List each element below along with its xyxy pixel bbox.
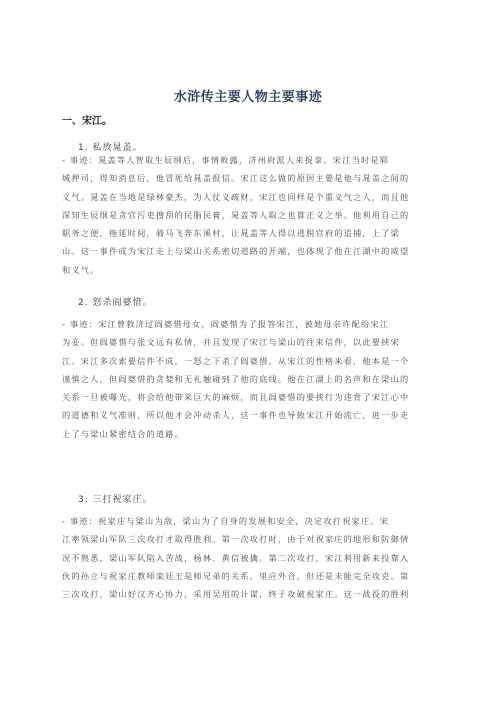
paragraph-line: 义气。晁盖在当地是绿林豪杰，为人仗义疏财，宋江也同样是个重义气之人，而且他 bbox=[62, 191, 410, 202]
paragraph-line: 谨慎之人，但阎婆惜的贪婪和无礼触碰到了他的底线。他在江湖上的名声和在梁山的 bbox=[62, 373, 410, 384]
paragraph-line: 城押司，得知消息后，他冒死给晁盖报信。宋江这么做的原因主要是他与晁盖之间的 bbox=[62, 173, 410, 184]
paragraph-line: 的道德和义气准则，所以他才会冲动杀人，这一事件也导致宋江开始流亡，进一步走 bbox=[62, 410, 410, 421]
paragraph-line: - 事迹：晁盖等人智取生辰纲后，事情败露，济州府派人来捉拿。宋江当时是郓 bbox=[62, 155, 390, 165]
item-paragraph-2 bbox=[62, 315, 438, 443]
document-title: 水浒传主要人物主要事迹 bbox=[173, 90, 323, 105]
paragraph-line: 江率领梁山军队三次攻打才取得胜利。第一次攻打时，由于对祝家庄的地形和防御情 bbox=[62, 534, 410, 545]
item-heading-3: 3. 三打祝家庄。 bbox=[78, 495, 153, 505]
paragraph-line: 为妾。但阎婆惜与张文远有私情，并且发现了宋江与梁山的往来信件，以此要挟宋 bbox=[62, 337, 400, 348]
paragraph-line: 三次攻打，梁山好汉齐心协力，采用吴用的计谋，终于攻破祝家庄。这一战役的胜利 bbox=[62, 589, 410, 600]
paragraph-line: 江。宋江多次索要信件不成，一怒之下杀了阎婆惜。从宋江的性格来看，他本是一个 bbox=[62, 355, 410, 366]
paragraph-line: 伙的孙立与祝家庄教师栾廷玉是师兄弟的关系，里应外合，但还是未能完全攻克。第 bbox=[62, 570, 410, 581]
paragraph-line: 和义气。 bbox=[62, 264, 100, 275]
item-paragraph-1 bbox=[62, 151, 438, 279]
item-heading-1: 1. 私放晁盖。 bbox=[78, 143, 143, 153]
paragraph-line: - 事迹：祝家庄与梁山为敌，梁山为了自身的发展和安全，决定攻打祝家庄。宋 bbox=[62, 516, 390, 526]
paragraph-line: 山。这一事件成为宋江走上与梁山关系密切道路的开端，也体现了他在江湖中的威望 bbox=[62, 246, 410, 257]
section-heading-song-jiang: 一、宋江。 bbox=[62, 116, 112, 127]
paragraph-line: 深知生辰纲是贪官污吏搜刮的民脂民膏，晁盖等人取之也算正义之举。他利用自己的 bbox=[62, 209, 410, 220]
paragraph-line: 关系一旦被曝光，将会给他带来巨大的麻烦，而且阎婆惜的要挟行为违背了宋江心中 bbox=[62, 392, 410, 403]
paragraph-line: 上了与梁山紧密结合的道路。 bbox=[62, 428, 185, 439]
paragraph-line: - 事迹：宋江曾救济过阎婆惜母女，阎婆惜为了报答宋江，被她母亲许配给宋江 bbox=[62, 319, 390, 329]
paragraph-line: 况不熟悉，梁山军队陷入苦战，杨林、黄信被擒。第二次攻打，宋江利用新来投靠入 bbox=[62, 552, 410, 563]
paragraph-line: 职务之便，拖延时间，骑马飞奔东溪村，让晁盖等人得以逃脱官府的追捕，上了梁 bbox=[62, 228, 400, 239]
item-paragraph-3 bbox=[62, 512, 438, 603]
item-heading-2: 2. 怒杀阎婆惜。 bbox=[78, 298, 153, 308]
